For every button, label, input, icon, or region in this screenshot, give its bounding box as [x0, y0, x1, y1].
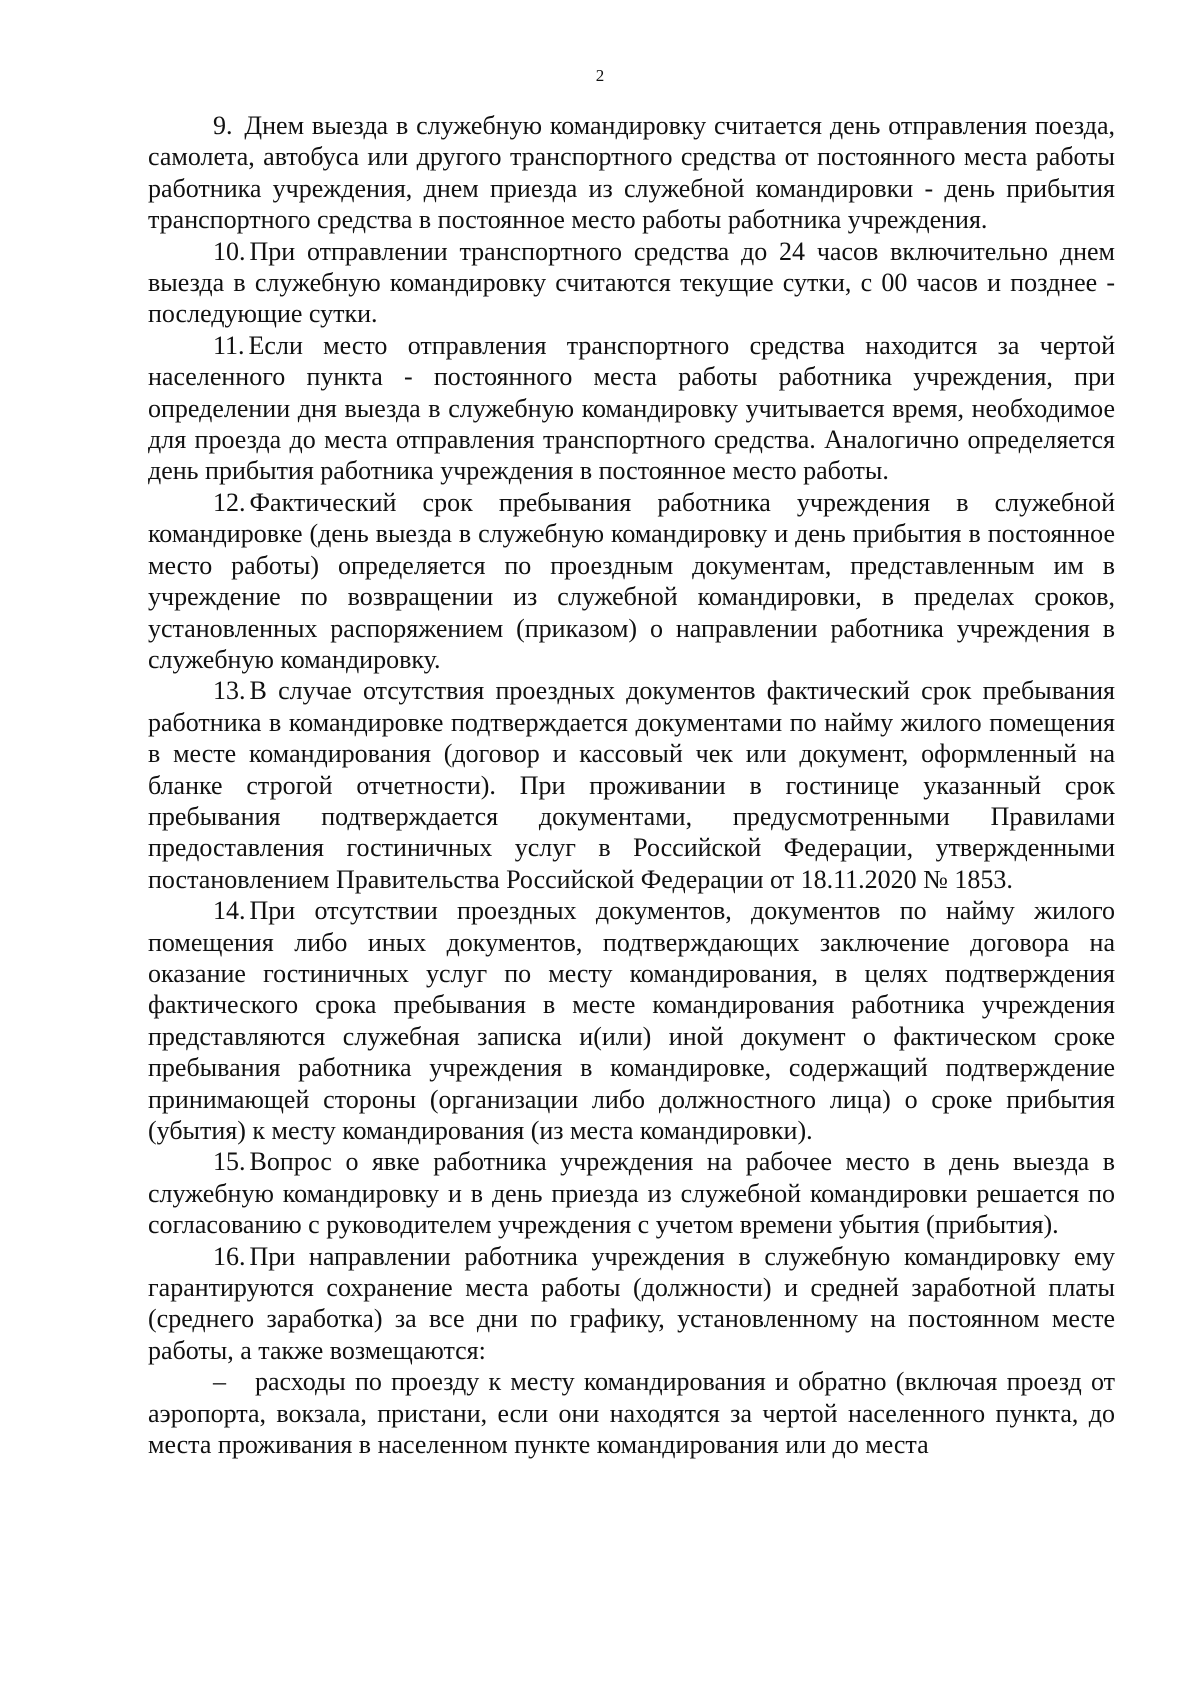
paragraph-text: Днем выезда в служебную командировку считается день отправления поезда, самолета, автобуса или другого транспортного средства от постоянного места работы работника учреждения, днем приезда из служебной командировки - день прибытия транспортного средства в постоянное место работы работника учреждения. [148, 111, 1116, 235]
paragraph-text: Вопрос о явке работника учреждения на рабочее место в день выезда в служебную командировку и в день приезда из служебной командировки решается по согласованию с руководителем учреждения с учетом времени убытия (прибытия). [148, 1147, 1115, 1240]
paragraph-text: Если место отправления транспортного средства находится за чертой населенного пункта - постоянного места работы работника учреждения, при определении дня выезда в служебную командировку учитывается время, необходимое для проезда до места отправления транспортного средства. Аналогично определяется день прибытия работника учреждения в постоянное место работы. [148, 330, 1115, 486]
document-body [148, 110, 1115, 1460]
paragraph-number: 13. [213, 676, 246, 706]
paragraph-number: 11. [213, 330, 245, 360]
paragraph-12 [148, 487, 1115, 675]
paragraph-11 [148, 330, 1115, 487]
paragraph-number: 14. [213, 896, 246, 926]
paragraph-text: Фактический срок пребывания работника учреждения в служебной командировке (день выезда в служебную командировку и день прибытия в постоянное место работы) определяется по проездным документам, представленным им в учреждение по возвращении из служебной командировки, в пределах сроков, установленных распоряжением (приказом) о направлении работника учреждения в служебную командировку. [148, 487, 1115, 674]
paragraph-text: При направлении работника учреждения в служебную командировку ему гарантируются сохранение места работы (должности) и средней заработной платы (среднего заработка) за все дни по графику, установленному на постоянном месте работы, а также возмещаются: [148, 1241, 1115, 1365]
paragraph-number: 9. [213, 111, 233, 140]
paragraph-15 [148, 1146, 1115, 1240]
bullet-marker: – [213, 1367, 226, 1397]
paragraph-text: В случае отсутствия проездных документов фактический срок пребывания работника в командировке подтверждается документами по найму жилого помещения в месте командирования (договор и кассовый чек или документ, оформленный на бланке строгой отчетности). При проживании в гостинице указанный срок пребывания подтверждается документами, предусмотренными Правилами предоставления гостиничных услуг в Российской Федерации, утвержденными постановлением Правительства Российской Федерации от 18.11.2020 № 1853. [148, 676, 1115, 894]
paragraph-10 [148, 236, 1115, 330]
paragraph-number: 10. [213, 236, 246, 266]
paragraph-16 [148, 1241, 1115, 1367]
paragraph-14 [148, 895, 1115, 1146]
paragraph-13 [148, 675, 1115, 895]
paragraph-number: 16. [213, 1241, 246, 1271]
paragraph-text: При отправлении транспортного средства до 24 часов включительно днем выезда в служебную командировку считаются текущие сутки, с 00 часов и позднее - последующие сутки. [148, 236, 1115, 329]
paragraph-text: При отсутствии проездных документов, документов по найму жилого помещения либо иных документов, подтверждающих заключение договора на оказание гостиничных услуг по месту командирования, в целях подтверждения фактического срока пребывания в месте командирования работника учреждения представляются служебная записка и(или) иной документ о фактическом сроке пребывания работника учреждения в командировке, содержащий подтверждение принимающей стороны (организации либо должностного лица) о сроке прибытия (убытия) к месту командирования (из места командировки). [148, 896, 1115, 1145]
paragraph-number: 12. [213, 487, 246, 517]
bullet-text: расходы по проезду к месту командирования и обратно (включая проезд от аэропорта, вокзала, пристани, если они находятся за чертой населенного пункта, до места проживания в населенном пункте командирования или до места [148, 1367, 1115, 1460]
page-number: 2 [595, 66, 605, 85]
dash-marker [148, 1366, 255, 1397]
paragraph-9 [148, 110, 1115, 236]
bullet-item [148, 1366, 1115, 1460]
paragraph-number: 15. [213, 1147, 246, 1177]
